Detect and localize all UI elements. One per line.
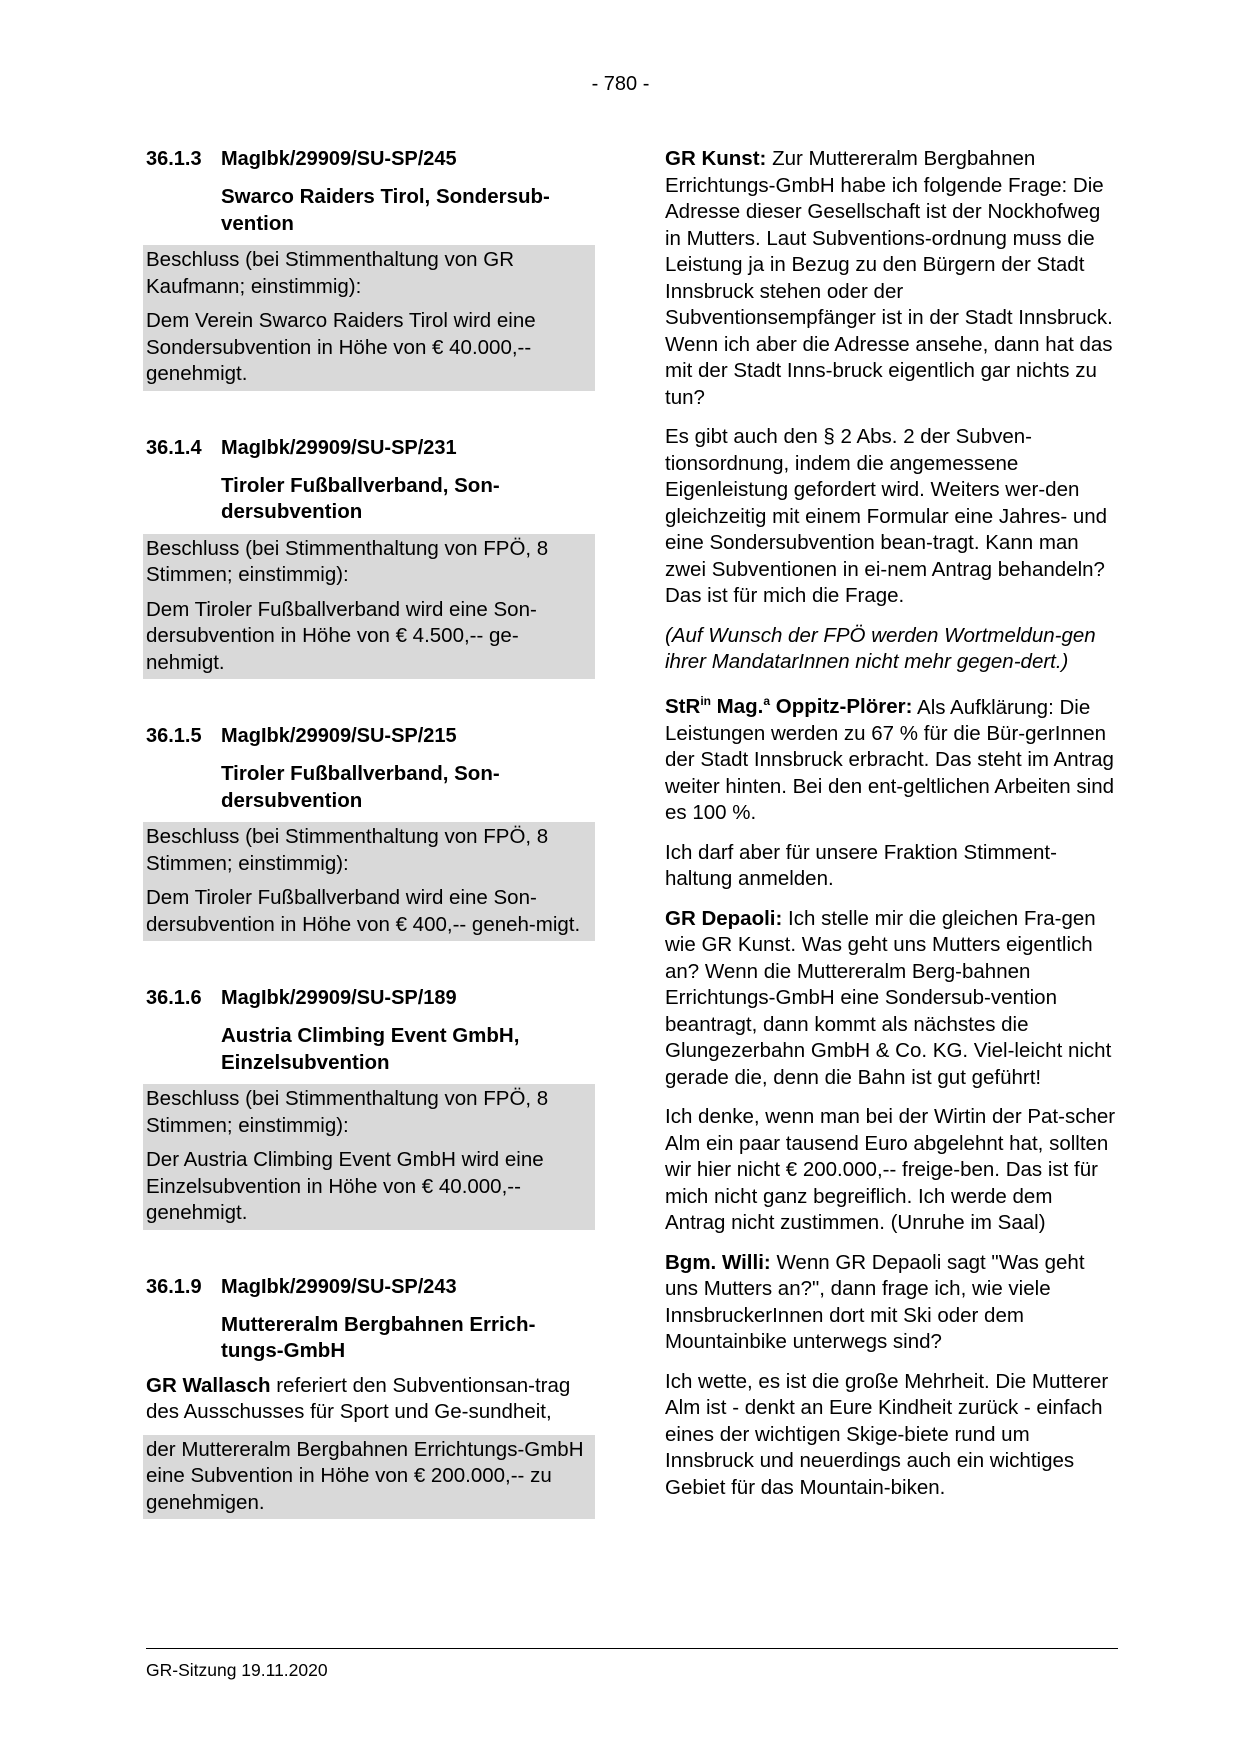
item-number: 36.1.4: [146, 436, 202, 459]
resolution-text: Der Austria Climbing Event GmbH wird eine Einzelsubvention in Höhe von € 40.000,-- genehmigt.: [146, 1148, 544, 1224]
item-title: Tiroler Fußballverband, Son-dersubvention: [221, 762, 500, 812]
page-number: - 780 -: [591, 73, 650, 95]
statement-text: Als Aufklärung: Die Leistungen werden zu 67 % für die Bür-gerInnen der Stadt Innsbruck erbracht. Das steht im Antrag weiter hinten. Bei den ent-geltlichen Arbeiten sind es 100 %.: [665, 695, 1115, 825]
superscript: a: [763, 694, 771, 709]
resolution-decision: Beschluss (bei Stimmenthaltung von FPÖ, 8 Stimmen; einstimmig):: [146, 1087, 549, 1137]
speaker-degree: Mag.: [710, 695, 764, 719]
left-column: [146, 146, 598, 1519]
statement-paragraph: Ich wette, es ist die große Mehrheit. Die Mutterer Alm ist - denkt an Eure Kindheit zurück - einfach eines der wichtigen Skige-biete rund um Innsbruck und neuerdings auch ein wichtiges Gebiet für das Mountain-biken.: [665, 1369, 1109, 1499]
statement-paragraph: Es gibt auch den § 2 Abs. 2 der Subven-tionsordnung, indem die angemessene Eigenleistung gefordert wird. Weiters wer-den gleichzeitig mit einem Formular eine Jahres- und eine Sondersubvention bean-tragt. Kann man zwei Subventionen in ei-nem Antrag behandeln? Das ist für mich die Frage.: [665, 425, 1108, 607]
statement-oppitz: [665, 689, 1117, 827]
agenda-item: [146, 1274, 598, 1520]
editorial-note: (Auf Wunsch der FPÖ werden Wortmeldun-gen ihrer MandatarInnen nicht mehr gegen-dert.): [665, 623, 1096, 673]
item-title: Swarco Raiders Tirol, Sondersub-vention: [221, 185, 550, 235]
speaker-title: StR: [665, 695, 701, 719]
item-code: MagIbk/29909/SU-SP/243: [221, 1275, 457, 1298]
item-number: 36.1.3: [146, 148, 202, 170]
agenda-item: [146, 146, 598, 391]
statement-kunst: [665, 146, 1117, 411]
speaker-name: Bgm. Willi:: [665, 1250, 771, 1274]
resolution-text: Dem Tiroler Fußballverband wird eine Son-dersubvention in Höhe von € 400,-- geneh-migt.: [146, 886, 581, 936]
motion-text: der Muttereralm Bergbahnen Errichtungs-GmbH eine Subvention in Höhe von € 200.000,-- zu genehmigen.: [146, 1437, 584, 1514]
speaker-name: GR Kunst:: [665, 147, 767, 170]
resolution-box: [143, 1084, 595, 1230]
agenda-item: [146, 435, 598, 680]
resolution-text: Dem Tiroler Fußballverband wird eine Son-dersubvention in Höhe von € 4.500,-- ge-nehmigt.: [146, 597, 537, 674]
item-heading: [146, 723, 598, 749]
statement-text: Zur Muttereralm Bergbahnen Errichtungs-GmbH habe ich folgende Frage: Die Adresse dieser Gesellschaft ist der Nockhofweg in Mutters. Laut Subventions-ordnung muss die Leistung ja in Bezug zu den Bürgern der Stadt Innsbruck stehen oder der Subventionsempfänger ist in der Stadt Innsbruck. Wenn ich aber die Adresse ansehe, dann hat das mit der Stadt Inns-bruck eigentlich gar nichts zu tun?: [665, 147, 1113, 409]
rapporteur-paragraph: [146, 1373, 598, 1426]
item-code: MagIbk/29909/SU-SP/189: [221, 987, 457, 1009]
item-number: 36.1.6: [146, 987, 202, 1009]
item-number: 36.1.5: [146, 725, 202, 747]
footer-session-date: GR-Sitzung 19.11.2020: [146, 1660, 328, 1680]
agenda-item: [146, 985, 598, 1230]
statement-text: Wenn GR Depaoli sagt "Was geht uns Mutters an?", dann frage ich, wie viele InnsbruckerInnen dort mit Ski oder dem Mountainbike unterwegs sind?: [665, 1250, 1085, 1354]
motion-box: [143, 1435, 595, 1520]
statement-willi: [665, 1250, 1117, 1356]
resolution-decision: Beschluss (bei Stimmenthaltung von FPÖ, 8 Stimmen; einstimmig):: [146, 536, 549, 586]
right-column: [665, 146, 1117, 1514]
item-code: MagIbk/29909/SU-SP/245: [221, 148, 457, 170]
speaker-name: [665, 695, 912, 718]
item-heading: [146, 435, 598, 461]
rapporteur-intro: referiert den Subventionsan-trag des Ausschusses für Sport und Ge-sundheit,: [146, 1373, 571, 1423]
speaker-name: GR Wallasch: [146, 1373, 271, 1397]
resolution-box: [143, 245, 595, 391]
statement-depaoli: [665, 906, 1117, 1092]
item-title: Tiroler Fußballverband, Son-dersubvention: [221, 473, 500, 523]
resolution-box: [143, 534, 595, 680]
statement-paragraph: Ich denke, wenn man bei der Wirtin der Pat-scher Alm ein paar tausend Euro abgelehnt hat, sollten wir hier nicht € 200.000,-- freige-ben. Das ist für mich nicht ganz begreiflich. Ich werde dem Antrag nicht zustimmen. (Unruhe im Saal): [665, 1105, 1116, 1235]
item-title: Muttereralm Bergbahnen Errich-tungs-GmbH: [221, 1312, 536, 1362]
item-number: 36.1.9: [146, 1275, 202, 1298]
item-title: Austria Climbing Event GmbH, Einzelsubvention: [221, 1024, 520, 1074]
speaker-name: GR Depaoli:: [665, 906, 783, 930]
agenda-item: [146, 723, 598, 941]
item-code: MagIbk/29909/SU-SP/231: [221, 436, 457, 459]
resolution-decision: Beschluss (bei Stimmenthaltung von FPÖ, 8 Stimmen; einstimmig):: [146, 825, 549, 875]
resolution-box: [143, 822, 595, 941]
superscript: in: [700, 694, 711, 709]
resolution-text: Dem Verein Swarco Raiders Tirol wird eine Sondersubvention in Höhe von € 40.000,-- genehmigt.: [146, 309, 536, 385]
item-heading: [146, 1274, 598, 1300]
footer-divider: [146, 1648, 1118, 1649]
statement-text: Ich stelle mir die gleichen Fra-gen wie GR Kunst. Was geht uns Mutters eigentlich an? Wenn die Muttereralm Berg-bahnen Errichtungs-GmbH eine Sondersub-vention beantragt, dann kommt als nächstes die Glungezerbahn GmbH & Co. KG. Viel-leicht nicht gerade die, denn die Bahn ist gut geführt!: [665, 906, 1112, 1089]
item-heading: [146, 985, 598, 1011]
item-heading: [146, 146, 598, 172]
resolution-decision: Beschluss (bei Stimmenthaltung von GR Kaufmann; einstimmig):: [146, 248, 515, 298]
item-code: MagIbk/29909/SU-SP/215: [221, 725, 457, 747]
statement-paragraph: Ich darf aber für unsere Fraktion Stimment-haltung anmelden.: [665, 840, 1057, 891]
speaker-surname: Oppitz-Plörer:: [770, 695, 913, 719]
